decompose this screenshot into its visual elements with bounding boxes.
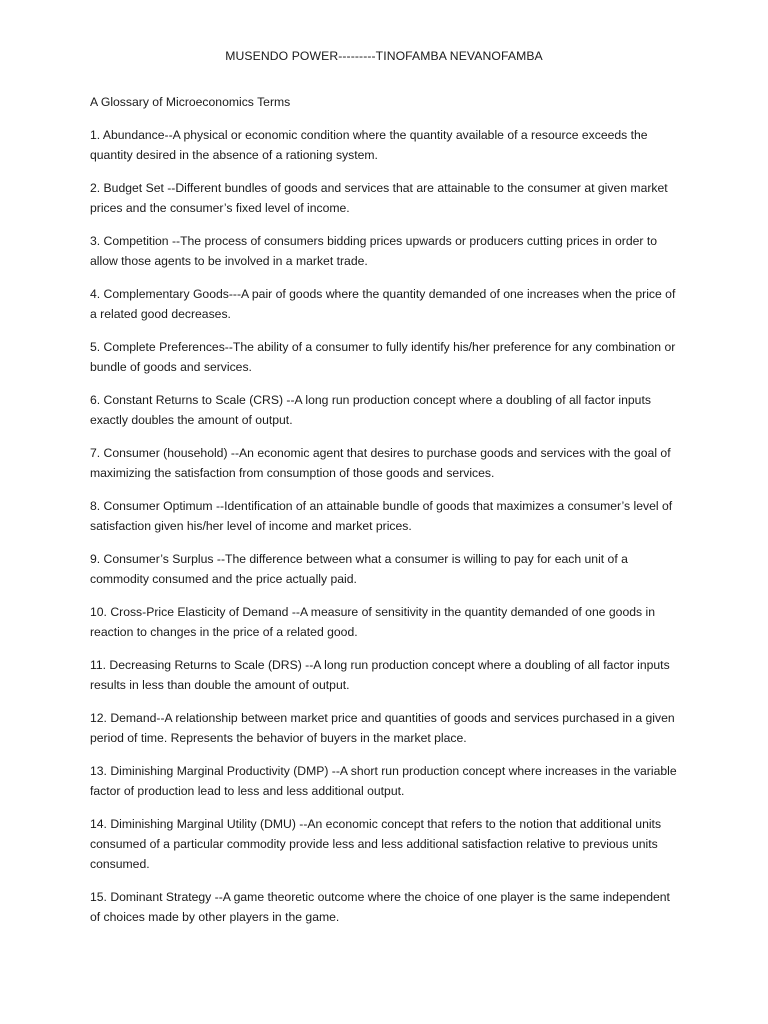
document-title: A Glossary of Microeconomics Terms [90, 95, 291, 109]
glossary-entry-4: 4. Complementary Goods---A pair of goods where the quantity demanded of one increases when the price of a related good decreases. [90, 287, 676, 321]
document-header: MUSENDO POWER---------TINOFAMBA NEVANOFAMBA [225, 49, 543, 63]
glossary-entry-9: 9. Consumer’s Surplus --The difference between what a consumer is willing to pay for each unit of a commodity consumed and the price actually paid. [90, 552, 628, 586]
glossary-entry-11: 11. Decreasing Returns to Scale (DRS) --A long run production concept where a doubling of all factor inputs results in less than double the amount of output. [90, 658, 670, 692]
glossary-entry-8: 8. Consumer Optimum --Identification of an attainable bundle of goods that maximizes a consumer’s level of satisfaction given his/her level of income and market prices. [90, 499, 673, 533]
glossary-entry-15: 15. Dominant Strategy --A game theoretic outcome where the choice of one player is the same independent of choices made by other players in the game. [90, 890, 670, 924]
glossary-entry-10: 10. Cross-Price Elasticity of Demand --A measure of sensitivity in the quantity demanded of one goods in reaction to changes in the price of a related good. [90, 605, 655, 639]
glossary-list [90, 125, 678, 927]
glossary-entry-14: 14. Diminishing Marginal Utility (DMU) --An economic concept that refers to the notion that additional units consumed of a particular commodity provide less and less additional satisfaction relative to previous units consumed. [90, 817, 662, 871]
glossary-entry-7: 7. Consumer (household) --An economic agent that desires to purchase goods and services with the goal of maximizing the satisfaction from consumption of those goods and services. [90, 446, 671, 480]
glossary-entry-12: 12. Demand--A relationship between market price and quantities of goods and services purchased in a given period of time. Represents the behavior of buyers in the market place. [90, 711, 675, 745]
glossary-entry-2: 2. Budget Set --Different bundles of goods and services that are attainable to the consumer at given market prices and the consumer’s fixed level of income. [90, 181, 668, 215]
glossary-entry-13: 13. Diminishing Marginal Productivity (DMP) --A short run production concept where increases in the variable factor of production lead to less and less additional output. [90, 764, 677, 798]
glossary-entry-1: 1. Abundance--A physical or economic condition where the quantity available of a resource exceeds the quantity desired in the absence of a rationing system. [90, 128, 648, 162]
glossary-entry-5: 5. Complete Preferences--The ability of a consumer to fully identify his/her preference for any combination or bundle of goods and services. [90, 340, 676, 374]
glossary-entry-6: 6. Constant Returns to Scale (CRS) --A long run production concept where a doubling of all factor inputs exactly doubles the amount of output. [90, 393, 651, 427]
glossary-entry-3: 3. Competition --The process of consumers bidding prices upwards or producers cutting prices in order to allow those agents to be involved in a market trade. [90, 234, 657, 268]
